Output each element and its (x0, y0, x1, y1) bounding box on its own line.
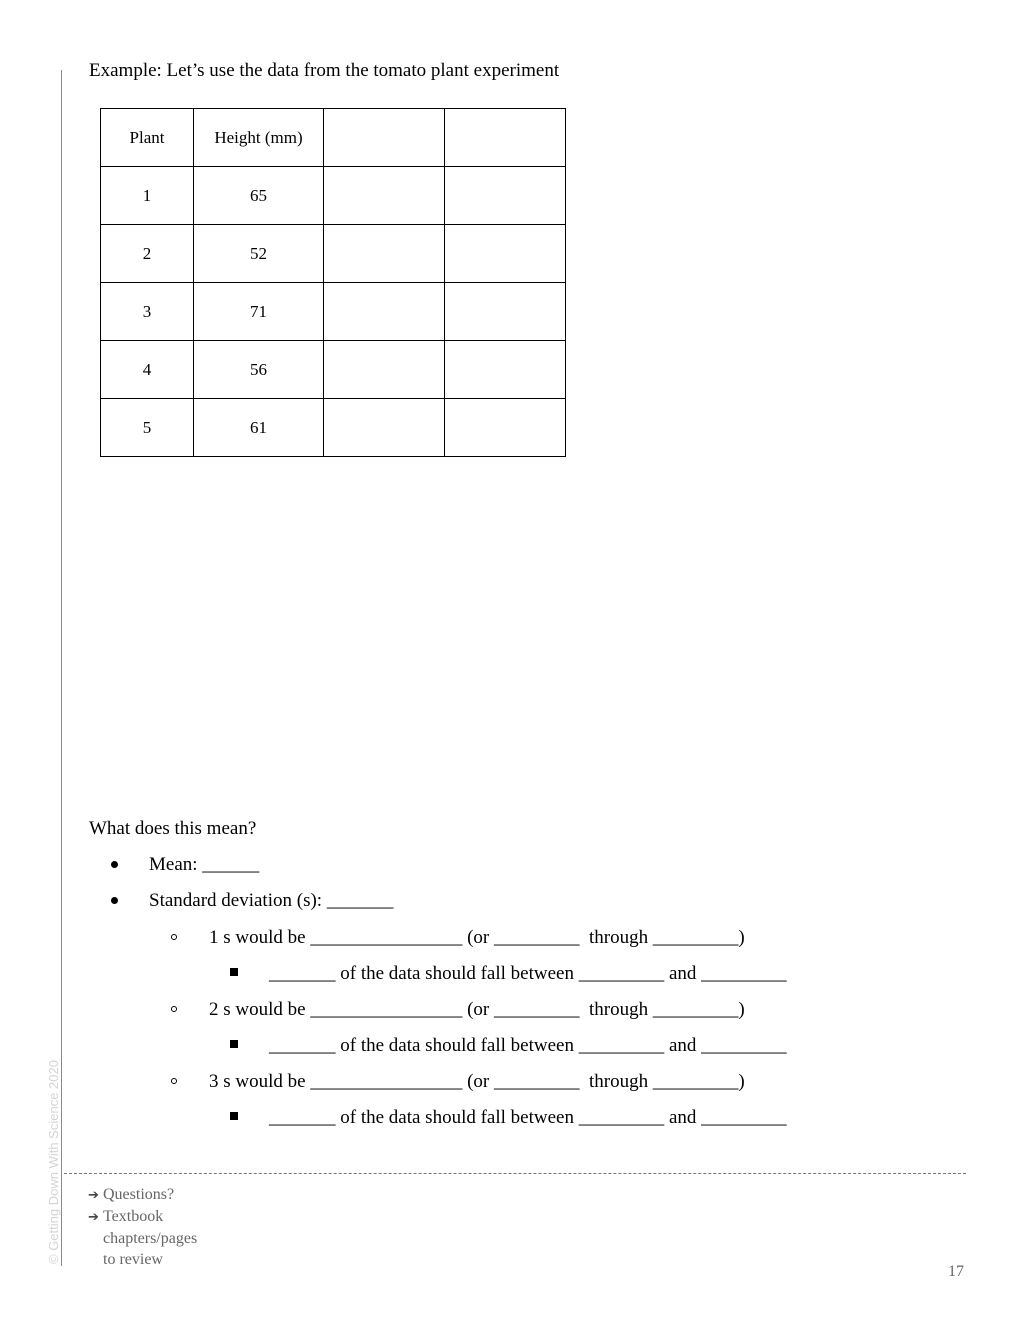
table-row (101, 167, 566, 225)
bullet-circle-icon (171, 934, 177, 940)
table-cell (445, 399, 566, 457)
review-notes (88, 1184, 197, 1270)
data-table (100, 108, 566, 457)
copyright-watermark: © Getting Down With Science 2020 (46, 1060, 61, 1264)
one-s-line: 1 s would be ________________ (or _________ through _________) (209, 927, 745, 948)
table-cell: 4 (101, 341, 194, 399)
bullet-square-icon (230, 968, 238, 976)
table-cell (324, 167, 445, 225)
table-cell: 61 (194, 399, 324, 457)
table-cell: 56 (194, 341, 324, 399)
table-cell: 65 (194, 167, 324, 225)
two-s-line: 2 s would be ________________ (or _________ through _________) (209, 999, 745, 1020)
header-cell (324, 109, 445, 167)
table-row (101, 225, 566, 283)
table-cell: 71 (194, 283, 324, 341)
table-cell: 52 (194, 225, 324, 283)
bullet-circle-icon (171, 1078, 177, 1084)
table-cell (445, 167, 566, 225)
table-cell: 2 (101, 225, 194, 283)
table-cell (324, 399, 445, 457)
bullet-dot-icon (111, 861, 118, 868)
table-header-row (101, 109, 566, 167)
bullet-dot-icon (111, 897, 118, 904)
table-row (101, 341, 566, 399)
table-row (101, 399, 566, 457)
notes-review: to review (103, 1251, 163, 1268)
notes-questions: Questions? (103, 1186, 175, 1203)
example-heading: Example: Let’s use the data from the tomato plant experiment (89, 60, 560, 81)
notes-textbook: Textbook (103, 1208, 164, 1225)
table-cell: 3 (101, 283, 194, 341)
three-s-sub-line: _______ of the data should fall between _________ and _________ (269, 1107, 787, 1128)
table-cell (324, 225, 445, 283)
mean-line: Mean: ______ (149, 854, 260, 875)
table-cell (324, 341, 445, 399)
margin-rule (61, 70, 62, 1266)
header-cell (445, 109, 566, 167)
question-title: What does this mean? (89, 818, 257, 839)
table-cell: 1 (101, 167, 194, 225)
arrow-right-icon: ➔ (88, 1210, 99, 1225)
two-s-sub-line: _______ of the data should fall between _________ and _________ (269, 1035, 787, 1056)
header-cell: Plant (101, 109, 194, 167)
one-s-sub-line: _______ of the data should fall between _________ and _________ (269, 963, 787, 984)
table-cell: 5 (101, 399, 194, 457)
table-cell (445, 283, 566, 341)
bullet-square-icon (230, 1112, 238, 1120)
table-cell (445, 341, 566, 399)
bullet-circle-icon (171, 1006, 177, 1012)
table-cell (324, 283, 445, 341)
page-number: 17 (948, 1263, 964, 1280)
header-cell: Height (mm) (194, 109, 324, 167)
dashed-divider (64, 1173, 966, 1174)
table-row (101, 283, 566, 341)
table-cell (445, 225, 566, 283)
notes-chapters: chapters/pages (103, 1230, 198, 1247)
bullet-square-icon (230, 1040, 238, 1048)
arrow-right-icon: ➔ (88, 1188, 99, 1203)
sd-line: Standard deviation (s): _______ (149, 890, 394, 911)
three-s-line: 3 s would be ________________ (or _________ through _________) (209, 1071, 745, 1092)
